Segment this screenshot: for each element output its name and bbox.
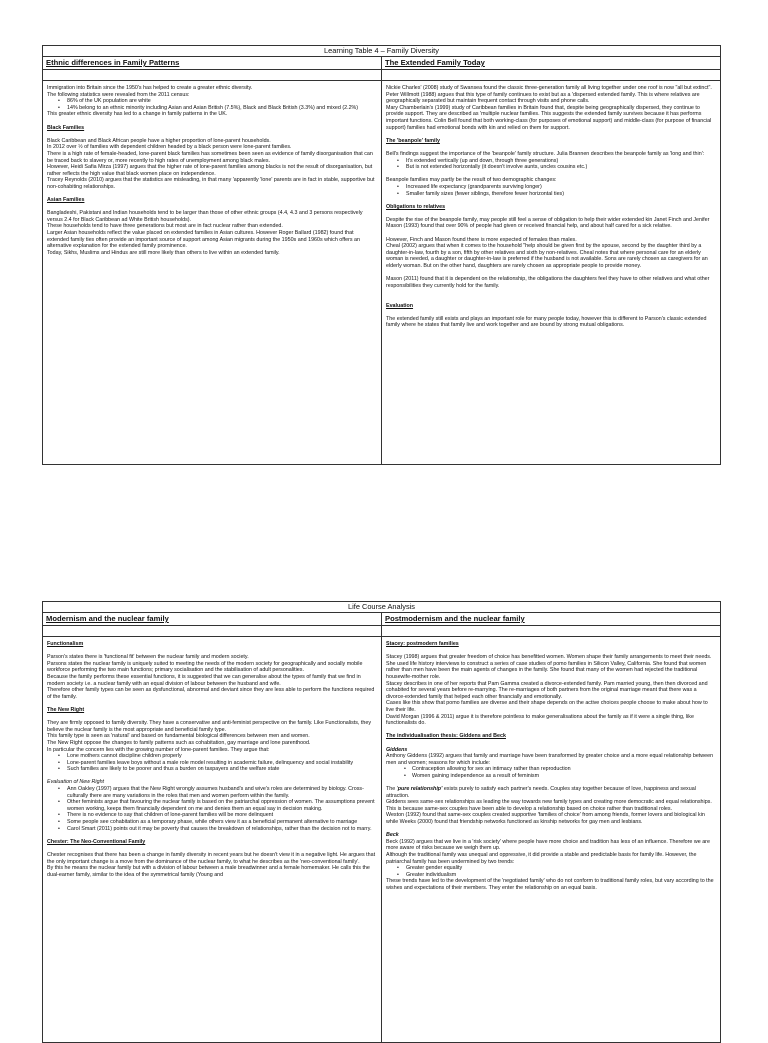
- section-heading-asian-families: Asian Families: [47, 197, 85, 204]
- paragraph: Mary Chamberlain's (1999) study of Caribbean families in Britain found that, despite being geographically dispersed, they continue to provide support. They are described as 'multiple nuclear families. This suggests the extended family survives because it has performs important functions. Colin Bell found that both working-class (for purposes of emotional support) and middle-class (for purpose of financial support) families had emotional bonds with kin and relied on them for support.: [386, 104, 712, 131]
- spacer-row: [43, 626, 720, 637]
- bullet-list: [386, 184, 716, 197]
- list-item: • Ann Oakley (1997) argues that the New Right wrongly assumes husband's and wive's roles are determined by biology. Cross-culturally there are many variations in the roles that men and women perform within the family.: [67, 786, 377, 799]
- bullet-list: [47, 753, 377, 773]
- list-item: • Lone-parent families leave boys without a male role model resulting in academic failure, delinquency and social instability: [67, 760, 377, 767]
- paragraph: Mason (2011) found that it is dependent on the relationship, the obligations the daughters feel they have to other relatives and what other responsibilities they currently hold for the family.: [386, 276, 710, 289]
- paragraph: Parson's states there is 'functional fit' between the nuclear family and modern society.: [47, 654, 249, 661]
- column-header-modernism: Modernism and the nuclear family: [43, 613, 382, 625]
- list-item: • Other feminists argue that favouring the nuclear family is based on the patriarchal oppression of women. The assumptions prevent women working, keeps them financially dependent on me and denies them an equal say in decision making.: [67, 799, 377, 812]
- bullet-list: [386, 766, 716, 779]
- section-heading-obligations: Obligations to relatives: [386, 203, 446, 210]
- paragraph: Anthony Giddens (1992) argues that family and marriage have been transformed by greater choice and a more equal relationship between men and women; reasons for which include:: [386, 753, 714, 766]
- paragraph: However, Heidi Safia Mirza (1997) argues that the higher rate of lone-parent families among blacks is not the result of disorganisation, but rather reflects the high value that black women place on independence.: [47, 164, 373, 177]
- section-heading-evaluation: Evaluation: [386, 302, 414, 309]
- paragraph: The New Right oppose the changes to family patterns such as cohabitation, gay marriage and lone parenthood.: [47, 739, 311, 746]
- paragraph: Weston (1992) found that same-sex couples created supportive 'families of choice' from among friends, former lovers and biological kin while Weeks (2000) found that friendship networks functioned as kinship networks for gay men and lesbians.: [386, 812, 705, 826]
- section-heading-black-families: Black Families: [47, 124, 85, 131]
- paragraph: In 2012 over ½ of families with dependent children headed by a black person were lone-parent families.: [47, 144, 292, 151]
- list-item: • 86% of the UK population are white: [67, 98, 377, 105]
- section-heading-individualisation: The individualisation thesis: Giddens and Beck: [386, 733, 506, 740]
- table-header-row: [43, 613, 720, 626]
- paragraph: Therefore other family types can be seen as dysfunctional, abnormal and deviant since they are less able to perform the functions required of the family.: [47, 687, 375, 700]
- paragraph: The extended family still exists and plays an important role for many people today, however this is different to Parson's classic extended family where he states that family live and work together and are bound by strong mutual obligations.: [386, 315, 707, 329]
- paragraph: Larger Asian households reflect the value placed on extended families in Asian cultures. However Roger Ballard (1982) found that extended family ties often provide an important source of support among Asian migrants during the 1950s and 1960s which offers an alternative explanation for the extended family prominence.: [47, 230, 360, 250]
- paragraph: Stacey (1998) argues that greater freedom of choice has benefitted women. Women shape their family arrangements to meet their needs.: [386, 654, 712, 661]
- paragraph: This greater ethnic diversity has led to a change in family patterns in the UK.: [47, 111, 228, 118]
- list-item: • Carol Smart (2011) points out it may be poverty that causes the breakdown of relationships, rather than the decision not to marry.: [67, 826, 377, 833]
- list-item: • Women gaining independence as a result of feminism: [412, 773, 716, 780]
- list-item: • Smaller family sizes (fewer siblings, therefore fewer horizontal ties): [406, 191, 716, 198]
- bullet-list: [386, 158, 716, 171]
- bullet-list: [47, 786, 377, 832]
- paragraph: Cases like this show that pomo families are diverse and their shape depends on the active choices people choose to make about how to live their life.: [386, 700, 708, 713]
- paragraph: Peter Willmott (1988) argues that this type of family continues to exist but as a 'dispersed extended family. This is where relatives are geographically separated but maintain frequent contact through visits and phone calls.: [386, 91, 700, 105]
- paragraph: Beanpole families may partly be the result of two demographic changes:: [386, 177, 557, 184]
- column-header-extended: The Extended Family Today: [385, 58, 485, 67]
- paragraph: Giddens sees same-sex relationships as leading the way towards new family types and creating more democratic and equal relationships. This is because same-sex couples have been able to develop a relationship based on choice rather than traditional roles.: [386, 799, 712, 812]
- bullet-list: [47, 98, 377, 111]
- section-heading-stacey: Stacey: postmodern families: [386, 641, 459, 647]
- paragraph: Immigration into Britain since the 1950's has helped to create a greater ethnic diversity.: [47, 85, 253, 91]
- paragraph: Today, Sikhs, Muslims and Hindus are still more likely than others to live within an extended family.: [47, 249, 280, 256]
- list-item: • Greater gender equality: [406, 865, 716, 872]
- paragraph: There is a high rate of female-headed, lone-parent black families has sometimes been seen as evidence of family disorganisation that can be traced back to slavery or, more recently to high rates of unemployment among black males.: [47, 150, 373, 164]
- table-title: Life Course Analysis: [43, 602, 720, 613]
- paragraph: These households tend to have three generations but most are in fact nuclear rather than extended.: [47, 223, 283, 230]
- paragraph: Chester recognises that there has been a change in family diversity in recent years but he doesn't view it in a negative light. He argues that the only important change is a move from the dominance of the nuclear family, to what he describes as the 'neo-conventional family'.: [47, 852, 376, 865]
- section-heading-beanpole: The 'beanpole' family: [386, 137, 440, 144]
- paragraph: Bell's findings suggest the importance of the 'beanpole' family structure. Julia Brannen describes the beanpole family as 'long and thin':: [386, 150, 705, 157]
- life-course-analysis-table: [42, 601, 721, 1043]
- paragraph: Stacey describes in one of her reports that Pam Gamma created a divorce-extended family. Pam married young, then then divorced and cohabited for several years before re-marrying. The re-marriages of both partners from the original marriage meant that there was a divorce-extended family that helped each other financially and emotionally.: [386, 680, 708, 700]
- list-item: • Some people see cohabitation as a temporary phase, while others view it as a beneficial permanent alternative to marriage: [67, 819, 377, 826]
- table-title: Learning Table 4 – Family Diversity: [43, 46, 720, 57]
- paragraph: By this he means the nuclear family but with a division of labour between a male breadwinner and a female homemaker. He calls this the dual-earner family, similar to the idea of the symmetrical family (Young and: [47, 865, 370, 878]
- column-header-ethnic: Ethnic differences in Family Patterns: [43, 57, 382, 69]
- list-item: • But is not extended horizontally (it doesn't involve aunts, uncles cousins etc.): [406, 164, 716, 171]
- list-item: • Contraception allowing for sex an intimacy rather than reproduction: [412, 766, 716, 773]
- paragraph: She used life history interviews to construct a series of case studies of pomo families in Silicon Valley, California. She found that women rather than men have been the main agents of changes in the family. She found that many of the women had rejected the traditional housewife-mother role.: [386, 660, 707, 680]
- list-item: • 14% belong to an ethnic minority including Asian and Asian British (7.5%), Black and Black British (3.3%) and mixed (2.2%): [67, 105, 377, 112]
- table-body: [43, 637, 720, 1042]
- text-run: The ': [386, 786, 398, 793]
- text-run: exists purely to satisfy each partner's needs. Couples stay together because of love, happiness and sexual attraction.: [386, 786, 696, 799]
- table-body: [43, 81, 720, 464]
- spacer-row: [43, 70, 720, 81]
- paragraph: Tracey Reynolds (2010) argues that the statistics are misleading, in that many 'apparently 'lone' parents are in fact in stable, supportive but non-cohabiting relationships.: [47, 177, 375, 190]
- list-item: • There is no evidence to say that children of lone-parent families will be more delinquent: [67, 812, 377, 819]
- paragraph: Despite the rise of the beanpole family, may people still feel a sense of obligation to help their wider extended kin Janet Finch and Jenifer Mason (1993) found that over 90% of people had given or received financial help, and about half cared for a sick relative.: [386, 216, 710, 230]
- paragraph: The following statistics were revealed from the 2011 census:: [47, 91, 190, 98]
- list-item: • It's extended vertically (up and down, through three generations): [406, 158, 716, 165]
- paragraph: Bangladeshi, Pakistani and Indian households tend to be larger than those of other ethnic groups (4.4, 4.3 and 3 persons respectively versus 2.4 for Black Caribbean ad White British households).: [47, 210, 363, 223]
- postmodernism-cell: [382, 637, 720, 1042]
- learning-table-family-diversity: [42, 45, 721, 465]
- list-item: • Greater individualism: [406, 872, 716, 879]
- extended-family-cell: [382, 81, 720, 464]
- paragraph: This family type is seen as 'natural' and based on fundamental biological differences between men and women.: [47, 733, 310, 740]
- paragraph: Although the traditional family was unequal and oppressive, it did provide a stable and predictable basis for family life. However, the patriarchal family has been undermined by two trends:: [386, 852, 697, 865]
- paragraph: [386, 786, 716, 799]
- section-heading-new-right: The New Right: [47, 706, 85, 713]
- table-header-row: [43, 57, 720, 70]
- paragraph: Beck (1992) argues that we live in a 'risk society' where people have more choice and tradition has less of an influence. Therefore we are more aware of risks because we weigh them up.: [386, 838, 710, 852]
- subheading-giddens: Giddens: [386, 746, 408, 753]
- list-item: • Such families are likely to be poorer and thus a burden on taxpayers and the welfare state: [67, 766, 377, 773]
- modernism-cell: [43, 637, 382, 1042]
- column-header-postmodernism: Postmodernism and the nuclear family: [385, 614, 525, 623]
- subheading-evaluation-new-right: Evaluation of New Right: [47, 779, 105, 786]
- paragraph: Because the family performs these essential functions, it is suggested that we can generalise about the types of family that we find in modern society i.e. a nuclear family with an equal division of labour between the husband and wife.: [47, 673, 361, 687]
- ethnic-differences-cell: [43, 81, 382, 464]
- paragraph: Nickie Charles' (2008) study of Swansea found the classic three-generation family all living together under one roof is now "all but extinct".: [386, 85, 712, 91]
- section-heading-chester: Chester: The Neo-Conventional Family: [47, 838, 146, 845]
- list-item: • Lone mothers cannot discipline children properly: [67, 753, 377, 760]
- bullet-list: [386, 865, 716, 878]
- paragraph: These trends have led to the development of the 'negotiated family' who do not conform to traditional family roles, but vary according to the wishes and expectations of their members. They enter the relationship on an equal basis.: [386, 878, 714, 891]
- section-heading-functionalism: Functionalism: [47, 641, 84, 647]
- paragraph: Cheal (2002) argues that when it comes to the household "help should be given first by the spouse, second by the daughter third by a daughter-in-law, fourth by a son, fifth by other relatives and sixth by non-relatives. Cheal notes that where personal care for an elderly woman is needed, a daughter or daughter-in-law is preferred if the husband is not available. Sons are rarely chosen as caregivers for an elderly woman. But on the other hand, daughters are rarely chosen as appropriate people to provide money.: [386, 243, 708, 270]
- paragraph: David Morgan (1996 & 2011) argue it is therefore pointless to make generalisations about the family as if it were a single thing, like functionalists do.: [386, 713, 694, 727]
- emphasis-pure-relationship: pure relationship': [397, 786, 443, 793]
- subheading-beck: Beck: [386, 832, 399, 839]
- paragraph: Black Caribbean and Black African people have a higher proportion of lone-parent households.: [47, 137, 271, 144]
- paragraph: Parsons states the nuclear family is uniquely suited to meeting the needs of the modern society for geographically and socially mobile workforce performing the two main functions; primary socialisation and the stabilisation of adult personalities.: [47, 660, 363, 674]
- paragraph: In particular the concern lies with the growing number of lone-parent families. They argue that:: [47, 746, 270, 753]
- paragraph: They are firmly opposed to family diversity. They have a conservative and anti-feminist perspective on the family. Like Functionalists, they believe the nuclear family is the most appropriate and beneficial family type.: [47, 720, 372, 733]
- paragraph: However, Finch and Mason found there is more expected of females than males.: [386, 236, 577, 243]
- list-item: • Increased life expectancy (grandparents surviving longer): [406, 184, 716, 191]
